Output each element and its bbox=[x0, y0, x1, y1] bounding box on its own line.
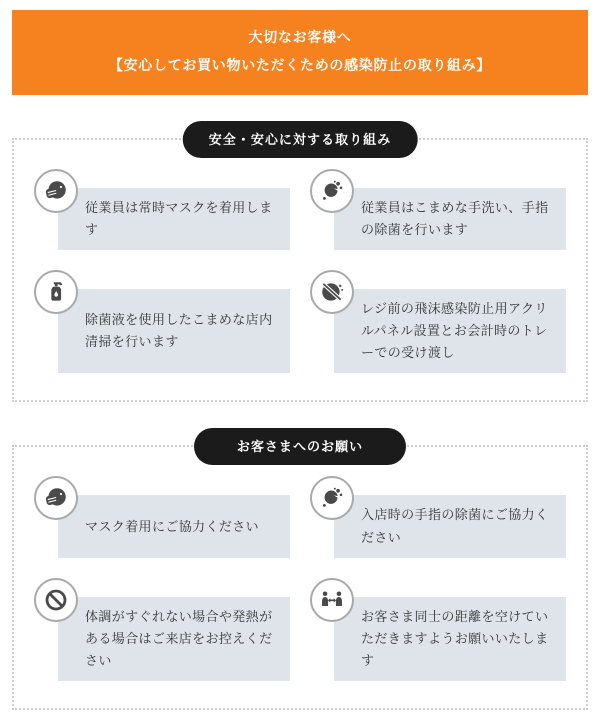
item-text: 除菌液を使用したこまめな店内清掃を行います bbox=[85, 312, 273, 350]
requests-row-2 bbox=[34, 578, 566, 681]
no-entry-icon bbox=[34, 578, 78, 622]
section-safety-measures bbox=[12, 132, 588, 402]
infection-prevention-notice-page bbox=[0, 10, 600, 722]
safety-row-1 bbox=[34, 169, 566, 250]
list-item bbox=[34, 476, 290, 557]
item-text-box bbox=[334, 289, 566, 373]
handwash-icon bbox=[310, 169, 354, 213]
list-item bbox=[34, 578, 290, 681]
item-text: レジ前の飛沫感染防止用アクリルパネル設置とお会計時のトレーでの受け渡し bbox=[361, 301, 548, 361]
item-text: 体調がすぐれない場合や発熱がある場合はご来店をお控えください bbox=[85, 608, 273, 668]
item-text: お客さま同士の距離を空けていただきますようお願いいたします bbox=[361, 608, 549, 668]
list-item bbox=[310, 169, 566, 250]
item-text: マスク着用にご協力ください bbox=[85, 518, 260, 534]
item-text: 従業員は常時マスクを着用します bbox=[85, 200, 273, 238]
list-item bbox=[310, 476, 566, 557]
item-text-box bbox=[334, 597, 566, 681]
item-text-box bbox=[334, 188, 566, 250]
item-text-box bbox=[58, 289, 290, 373]
list-item bbox=[34, 270, 290, 373]
item-text-box bbox=[334, 495, 566, 557]
section-safety-heading: 安全・安心に対する取り組み bbox=[183, 121, 418, 158]
item-text-box bbox=[58, 597, 290, 681]
item-text-box bbox=[58, 495, 290, 557]
list-item bbox=[310, 578, 566, 681]
safety-row-2 bbox=[34, 270, 566, 373]
list-item bbox=[34, 169, 290, 250]
section-requests-heading: お客さまへのお願い bbox=[194, 428, 406, 465]
item-text: 入店時の手指の除菌にご協力ください bbox=[361, 507, 549, 545]
item-text-box bbox=[58, 188, 290, 250]
droplet-block-icon bbox=[310, 270, 354, 314]
list-item bbox=[310, 270, 566, 373]
banner-title: 大切なお客様へ bbox=[248, 29, 352, 45]
item-text: 従業員はこまめな手洗い、手指の除菌を行います bbox=[361, 200, 549, 238]
banner-subtitle: 【安心してお買い物いただくための感染防止の取り組み】 bbox=[108, 57, 492, 73]
requests-row-1 bbox=[34, 476, 566, 557]
social-distance-icon bbox=[310, 578, 354, 622]
sanitizer-bottle-icon bbox=[34, 270, 78, 314]
section-customer-requests bbox=[12, 439, 588, 709]
notice-banner bbox=[12, 10, 588, 95]
mask-face-icon bbox=[34, 169, 78, 213]
